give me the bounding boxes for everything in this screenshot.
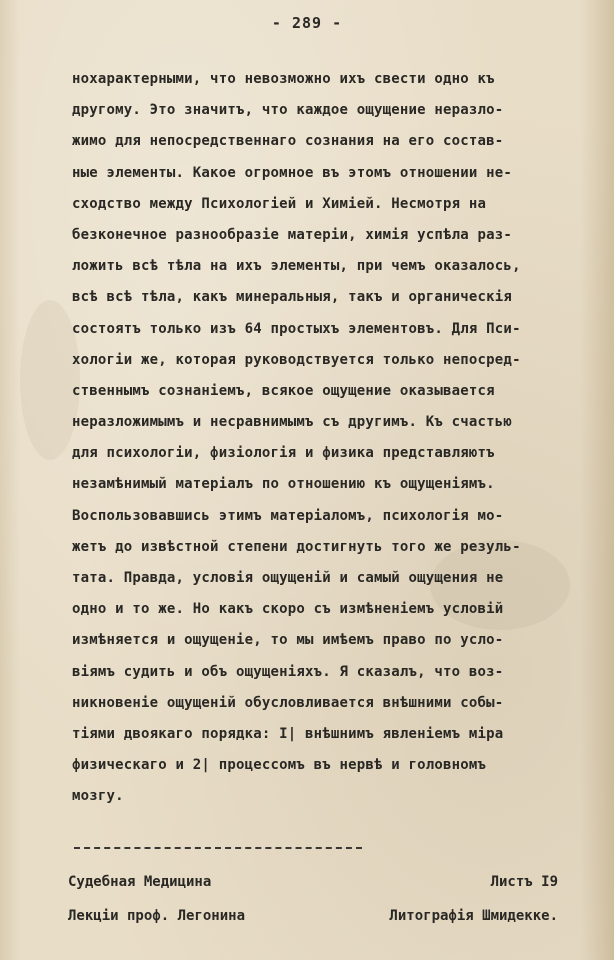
course-title: Судебная Медицина [68,874,212,890]
text-line: всѣ всѣ тѣла, какъ минеральныя, такъ и органическiя [72,289,513,306]
text-line: ственнымъ сознанiемъ, всякое ощущение оказывается [72,382,495,399]
text-line: мозгу. [72,788,124,805]
lithography-credit: Литографiя Шмидекке. [389,908,558,924]
text-line: жимо для непосредственнаго сознания на его состав- [72,133,504,150]
text-line: состоятъ только изъ 64 простыхъ элементовъ. Для Пси- [72,320,521,337]
text-line: хологiи же, которая руководствуется только непосред- [72,351,521,368]
text-line: ные элементы. Какое огромное въ этомъ отношении не- [72,164,513,181]
text-line: неразложимымъ и несравнимымъ съ другимъ. Къ счастью [72,414,513,431]
footer-divider [74,847,362,849]
text-line: для психологiи, физiологiя и физика представляютъ [72,445,495,462]
text-line: безконечное разнообразiе матерiи, химiя успѣла раз- [72,226,513,243]
text-line: никновенiе ощущенiй обусловливается внѣшними собы- [72,694,504,711]
text-line: другому. Это значитъ, что каждое ощущение неразло- [72,102,504,119]
sheet-number: Листъ I9 [490,874,558,890]
text-line: одно и то же. Но какъ скоро съ измѣненiемъ условiй [72,601,504,618]
text-line: ложить всѣ тѣла на ихъ элементы, при чемъ оказалось, [72,258,521,275]
text-line: Воспользовавшись этимъ матерiаломъ, психологiя мо- [72,507,504,524]
page-number: - 289 - [271,14,343,32]
text-line: тiями двоякаго порядка: I| внѣшнимъ явленiемъ мiра [72,725,504,742]
body-text [72,64,592,813]
paper-stain [20,300,80,460]
text-line: незамѣнимый матерiалъ по отношению къ ощущенiямъ. [72,476,495,493]
text-line: тата. Правда, условiя ощущенiй и самый ощущения не [72,570,504,586]
text-line: сходство между Психологiей и Химiей. Несмотря на [72,195,487,212]
text-line: вiямъ судить и объ ощущенiяхъ. Я сказалъ, что воз- [72,663,504,680]
text-line: нохарактерными, что невозможно ихъ свести одно къ [72,71,495,87]
lecturer-credit: Лекцiи проф. Легонина [68,908,246,924]
text-line: измѣняется и ощущенiе, то мы имѣемъ право по усло- [72,632,504,649]
text-line: физическаго и 2| процессомъ въ нервѣ и головномъ [72,757,487,774]
text-line: жетъ до извѣстной степени достигнуть того же резуль- [72,538,521,555]
